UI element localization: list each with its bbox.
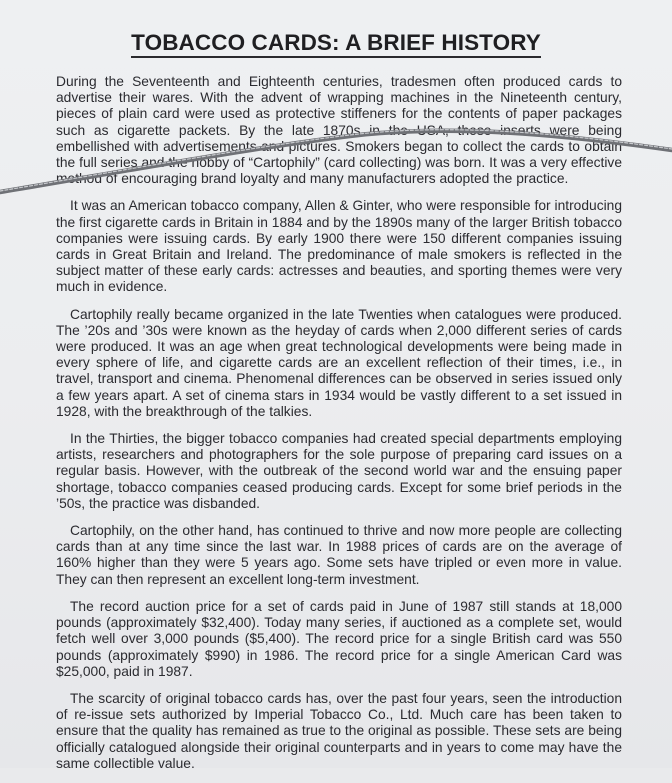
document-title-text: TOBACCO CARDS: A BRIEF HISTORY (131, 30, 541, 58)
paragraph-5: Cartophily, on the other hand, has continued to thrive and now more people are collecting cards than at any time since the last war. In 1988 prices of cards are on the average of 160% higher than they were 5 years ago. Some sets have tripled or even more in value. They can then represent an excellent long-term investment. (56, 523, 622, 587)
paragraph-4: In the Thirties, the bigger tobacco companies had created special departments employing artists, researchers and photographers for the sole purpose of preparing card issues on a regular basis. However, with the outbreak of the second world war and the ensuing paper shortage, tobacco companies ceased producing cards. Except for some brief periods in the ’50s, the practice was disbanded. (56, 431, 622, 511)
paragraph-7: The scarcity of original tobacco cards has, over the past four years, seen the introduction of re-issue sets authorized by Imperial Tobacco Co., Ltd. Much care has been taken to ensure that the quality has remained as true to the original as possible. These sets are being officially catalogued alongside their original counterparts and in years to come may have the same collectible value. (56, 690, 622, 771)
paragraph-2: It was an American tobacco company, Allen & Ginter, who were responsible for introducing the first cigarette cards in Britain in 1884 and by the 1890s many of the larger British tobacco companies were issuing cards. By early 1900 there were 150 different companies issuing cards in Great Britain and Ireland. The predominance of male smokers is reflected in the subject matter of these early cards: actresses and beauties, and sporting themes were very much in evidence. (56, 198, 622, 295)
document-title (0, 30, 672, 58)
paragraph-1: During the Seventeenth and Eighteenth centuries, tradesmen often produced cards to advertise their wares. With the advent of wrapping machines in the Nineteenth century, pieces of plain card were used as protective stiffeners for the contents of paper packages such as cigarette packets. By the late 1870s in the USA, these inserts were being embellished with advertisements and pictures. Smokers began to collect the cards to obtain the full series and the hobby of “Cartophily” (card collecting) was born. It was a very effective method of encouraging brand loyalty and many manufacturers adopted the practice. (56, 74, 622, 187)
document-body (56, 74, 622, 783)
paragraph-6: The record auction price for a set of cards paid in June of 1987 still stands at 18,000 pounds (approximately $32,400). Today many series, if auctioned as a complete set, would fetch well over 3,000 pounds ($5,400). The record price for a single British card was 550 pounds (approximately $990) in 1986. The record price for a single American Card was $25,000, paid in 1987. (56, 598, 622, 679)
paragraph-3: Cartophily really became organized in the late Twenties when catalogues were produced. The ’20s and ’30s were known as the heyday of cards when 2,000 different series of cards were produced. It was an age when great technological developments were being made in every sphere of life, and cigarette cards are an excellent reflection of their times, i.e., in travel, transport and cinema. Phenomenal differences can be observed in series issued only a few years apart. A set of cinema stars in 1934 would be vastly different to a set issued in 1928, with the breakthrough of the talkies. (56, 306, 622, 419)
